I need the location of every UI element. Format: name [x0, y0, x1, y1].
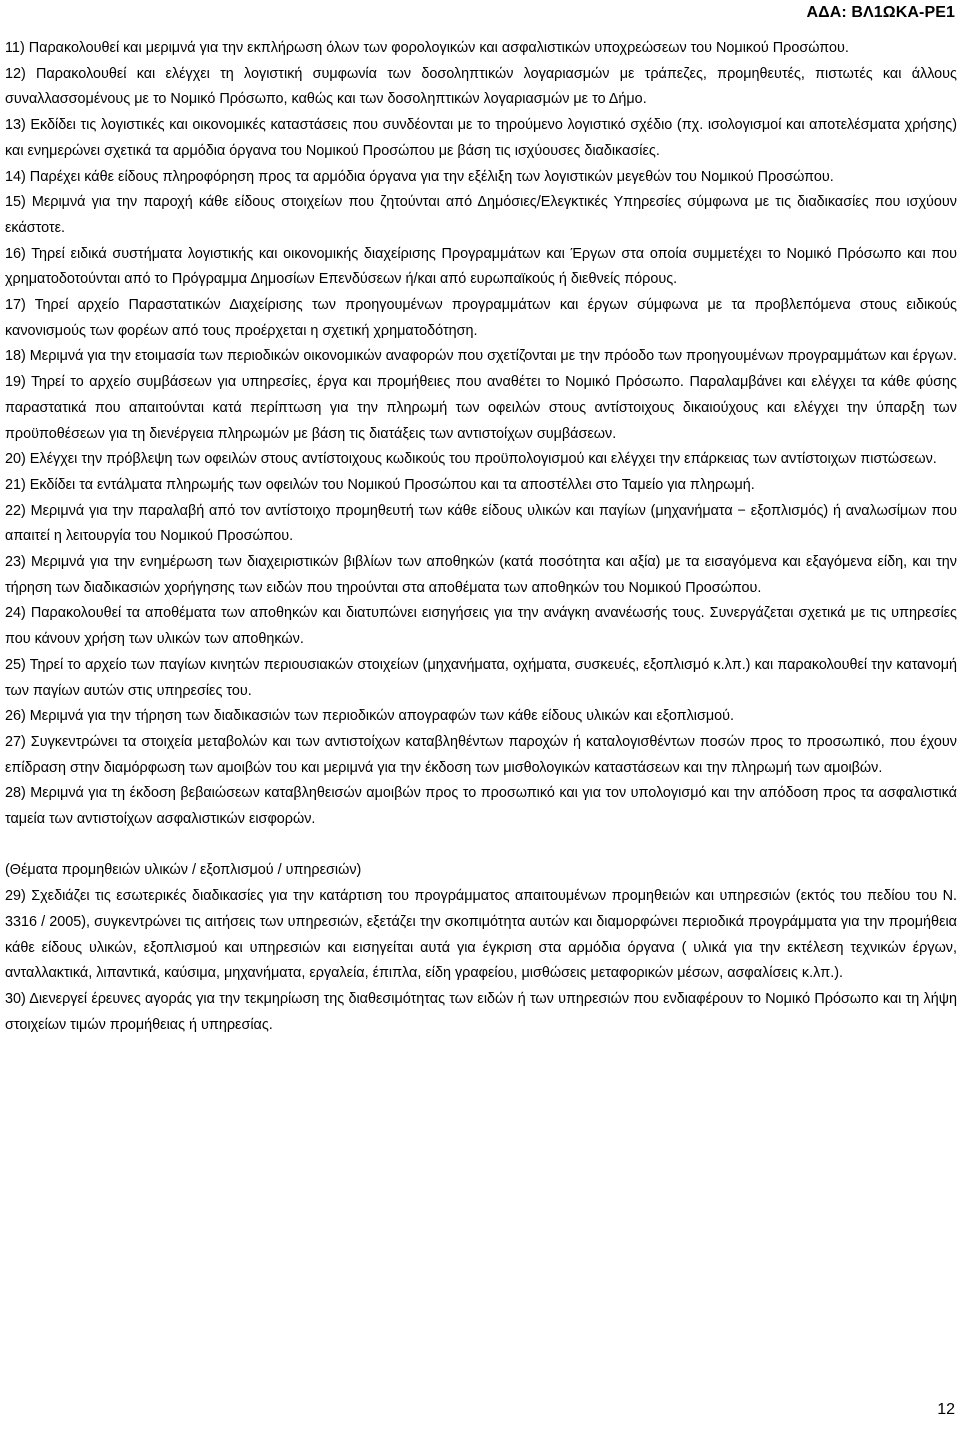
paragraph-23: 23) Μεριμνά για την ενημέρωση των διαχειριστικών βιβλίων των αποθηκών (κατά ποσότητα και αξία) με τα εισαγόμενα και εξαγόμενα είδη, και την τήρηση των διαδικασιών χορήγησης των ειδών που τηρούνται στα αποθέματα των αποθηκών του Νομικού Προσώπου.: [5, 554, 957, 596]
paragraph-22: 22) Μεριμνά για την παραλαβή από τον αντίστοιχο προμηθευτή των κάθε είδους υλικών και παγίων (μηχανήματα − εξοπλισμός) ή αναλωσίμων που απαιτεί η λειτουργία του Νομικού Προσώπου.: [5, 502, 957, 545]
section-heading-procurement: (Θέματα προμηθειών υλικών / εξοπλισμού / υπηρεσιών): [5, 862, 362, 879]
ada-code-header: ΑΔΑ: ΒΛ1ΩΚΑ-ΡΕ1: [806, 4, 955, 21]
paragraph-12: [5, 62, 957, 113]
paragraph-12-text: 12) Παρακολουθεί και ελέγχει τη λογιστική συμφωνία των δοσοληπτικών λογαριασμών με τράπεζες, προμηθευτές, πιστωτές και άλλους συναλλασσομένους με το Νομικό Πρόσωπο, καθώς και των δοσοληπτικών λογαριασμών με το Δήμο.: [5, 65, 957, 108]
paragraph-21: 21) Εκδίδει τα εντάλματα πληρωμής των οφειλών του Νομικού Προσώπου και τα αποστέλλει στο Ταμείο για πληρωμή.: [5, 476, 755, 493]
document-body: [5, 36, 957, 1038]
paragraph-18: 18) Μεριμνά για την ετοιμασία των περιοδικών οικονομικών αναφορών που σχετίζονται με την πρόοδο των προηγουμένων προγραμμάτων και έργων.: [5, 348, 957, 365]
paragraph-15: 15) Μεριμνά για την παροχή κάθε είδους στοιχείων που ζητούνται από Δημόσιες/Ελεγκτικές Υπηρεσίες σύμφωνα με τις διαδικασίες που ισχύουν εκάστοτε.: [5, 194, 957, 236]
paragraph-14: 14) Παρέχει κάθε είδους πληροφόρηση προς τα αρμόδια όργανα για την εξέλιξη των λογιστικών μεγεθών του Νομικού Προσώπου.: [5, 168, 834, 185]
paragraph-11: 11) Παρακολουθεί και μεριμνά για την εκπλήρωση όλων των φορολογικών και ασφαλιστικών υποχρεώσεων του Νομικού Προσώπου.: [5, 40, 849, 56]
paragraph-16: 16) Τηρεί ειδικά συστήματα λογιστικής και οικονομικής διαχείρισης Προγραμμάτων και Έργων στα οποία συμμετέχει το Νομικό Πρόσωπο και που χρηματοδοτούνται από το Πρόγραμμα Δημοσίων Επενδύσεων ή/και από ευρωπαϊκούς ή διεθνείς πόρους.: [5, 245, 957, 288]
paragraph-30: 30) Διενεργεί έρευνες αγοράς για την τεκμηρίωση της διαθεσιμότητας των ειδών ή των υπηρεσιών που ενδιαφέρουν το Νομικό Πρόσωπο και τη λήψη στοιχείων τιμών προμήθειας ή υπηρεσίας.: [5, 991, 957, 1033]
paragraph-17: 17) Τηρεί αρχείο Παραστατικών Διαχείρισης των προηγουμένων προγραμμάτων και έργων σύμφωνα με τα προβλεπόμενα στους ειδικούς κανονισμούς των φορέων από τους προέρχεται η σχετική χρηματοδότηση.: [5, 297, 957, 339]
paragraph-25: 25) Τηρεί το αρχείο των παγίων κινητών περιουσιακών στοιχείων (μηχανήματα, οχήματα, συσκευές, εξοπλισμό κ.λπ.) και παρακολουθεί την κατανομή των παγίων αυτών στις υπηρεσίες του.: [5, 656, 957, 699]
paragraph-28: 28) Μεριμνά για τη έκδοση βεβαιώσεων καταβληθεισών αμοιβών προς το προσωπικό και για τον υπολογισμό και την απόδοση προς τα ασφαλιστικά ταμεία των αντιστοίχων ασφαλιστικών εισφορών.: [5, 785, 957, 828]
paragraph-29: 29) Σχεδιάζει τις εσωτερικές διαδικασίες για την κατάρτιση του προγράμματος απαιτουμένων προμηθειών και υπηρεσιών (εκτός του πεδίου του Ν. 3316 / 2005), συγκεντρώνει τις αιτήσεις των υπηρεσιών, εξετάζει την σκοπιμότητα αυτών και διαμορφώνει περιοδικά προγράμματα για την προμήθεια κάθε είδους υλικών, εξοπλισμού και υπηρεσιών και εισηγείται αυτά για έγκριση στα αρμόδια όργανα ( υλικά για την εκτέλεση τεχνικών έργων, ανταλλακτικά, λιπαντικά, καύσιμα, μηχανήματα, εργαλεία, έπιπλα, είδη γραφείου, μισθώσεις μεταφορικών μέσων, ασφαλίσεις κ.λπ.).: [5, 888, 957, 982]
paragraph-13: 13) Εκδίδει τις λογιστικές και οικονομικές καταστάσεις που συνδέονται με το τηρούμενο λογιστικό σχέδιο (πχ. ισολογισμοί και αποτελέσματα χρήσης) και ενημερώνει σχετικά τα αρμόδια όργανα του Νομικού Προσώπου με βάση τις ισχύουσες διαδικασίες.: [5, 117, 957, 159]
paragraph-19: 19) Τηρεί το αρχείο συμβάσεων για υπηρεσίες, έργα και προμήθειες που αναθέτει το Νομικό Πρόσωπο. Παραλαμβάνει και ελέγχει τα κάθε φύσης παραστατικά που απαιτούνται κατά περίπτωση για την πληρωμή των οφειλών στους αντίστοιχους δικαιούχους και ελέγχει την ύπαρξη των προϋποθέσεων για τη διενέργεια πληρωμών με βάση τις διατάξεις των αντιστοίχων συμβάσεων.: [5, 374, 957, 442]
page-number: 12: [937, 1401, 955, 1418]
paragraph-27: 27) Συγκεντρώνει τα στοιχεία μεταβολών και των αντιστοίχων καταβληθέντων παροχών ή καταλογισθέντων ποσών προς το προσωπικό, που έχουν επίδραση στην διαμόρφωση των αμοιβών του και μεριμνά για την έκδοση των μισθολογικών καταστάσεων και την πληρωμή των αμοιβών.: [5, 733, 957, 776]
paragraph-24: 24) Παρακολουθεί τα αποθέματα των αποθηκών και διατυπώνει εισηγήσεις για την ανάγκη ανανέωσής τους. Συνεργάζεται σχετικά με τις υπηρεσίες που κάνουν χρήση των υλικών των αποθηκών.: [5, 605, 957, 648]
paragraph-26: 26) Μεριμνά για την τήρηση των διαδικασιών των περιοδικών απογραφών των κάθε είδους υλικών και εξοπλισμού.: [5, 708, 735, 725]
paragraph-20: 20) Ελέγχει την πρόβλεψη των οφειλών στους αντίστοιχους κωδικούς του προϋπολογισμού και ελέγχει την επάρκειας των αντίστοιχων πιστώσεων.: [5, 451, 937, 468]
